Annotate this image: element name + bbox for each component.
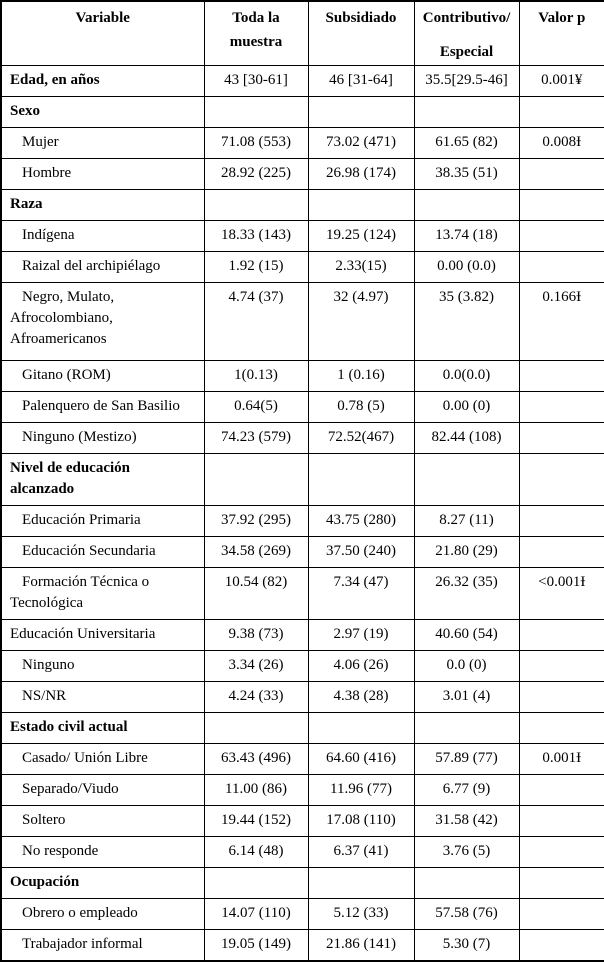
cell-valor-p <box>519 454 604 506</box>
cell-valor-p <box>519 682 604 713</box>
cell-subsidiado: 73.02 (471) <box>308 128 414 159</box>
row-section-ocupacion <box>1 868 604 899</box>
cell-toda-la-muestra: 1.92 (15) <box>204 252 308 283</box>
cell-toda-la-muestra: 34.58 (269) <box>204 537 308 568</box>
cell-subsidiado: 6.37 (41) <box>308 837 414 868</box>
cell-valor-p <box>519 97 604 128</box>
cell-toda-la-muestra: 63.43 (496) <box>204 744 308 775</box>
header-line-especial: Especial <box>439 44 494 60</box>
row-separado-viudo <box>1 775 604 806</box>
cell-contributivo: 82.44 (108) <box>414 423 519 454</box>
cell-variable: Nivel de educación alcanzado <box>1 454 204 506</box>
cell-contributivo: 5.30 (7) <box>414 930 519 961</box>
cell-toda-la-muestra: 71.08 (553) <box>204 128 308 159</box>
cell-toda-la-muestra <box>204 97 308 128</box>
row-educacion-primaria <box>1 506 604 537</box>
cell-toda-la-muestra <box>204 713 308 744</box>
cell-valor-p <box>519 392 604 423</box>
cell-contributivo: 35.5[29.5-46] <box>414 66 519 97</box>
cell-subsidiado: 43.75 (280) <box>308 506 414 537</box>
cell-valor-p <box>519 361 604 392</box>
header-line-contributivo: Contributivo/ <box>422 10 511 26</box>
cell-contributivo: 26.32 (35) <box>414 568 519 620</box>
cell-variable: Indígena <box>1 221 204 252</box>
cell-variable: Edad, en años <box>1 66 204 97</box>
cell-contributivo: 35 (3.82) <box>414 283 519 361</box>
cell-toda-la-muestra: 3.34 (26) <box>204 651 308 682</box>
row-section-estado-civil <box>1 713 604 744</box>
cell-subsidiado: 46 [31-64] <box>308 66 414 97</box>
col-header-subsidiado: Subsidiado <box>308 1 414 66</box>
cell-valor-p <box>519 775 604 806</box>
cell-toda-la-muestra: 6.14 (48) <box>204 837 308 868</box>
cell-variable: Trabajador informal <box>1 930 204 961</box>
cell-valor-p <box>519 190 604 221</box>
row-hombre <box>1 159 604 190</box>
row-educacion-secundaria <box>1 537 604 568</box>
cell-variable: Educación Universitaria <box>1 620 204 651</box>
row-ninguno-mestizo <box>1 423 604 454</box>
cell-variable: Separado/Viudo <box>1 775 204 806</box>
cell-contributivo <box>414 868 519 899</box>
row-casado-union-libre <box>1 744 604 775</box>
cell-valor-p <box>519 221 604 252</box>
row-indigena <box>1 221 604 252</box>
row-ns-nr <box>1 682 604 713</box>
cell-contributivo <box>414 454 519 506</box>
cell-variable: Casado/ Unión Libre <box>1 744 204 775</box>
cell-contributivo: 38.35 (51) <box>414 159 519 190</box>
row-ninguno-educacion <box>1 651 604 682</box>
cell-subsidiado: 37.50 (240) <box>308 537 414 568</box>
cell-contributivo: 40.60 (54) <box>414 620 519 651</box>
cell-contributivo: 6.77 (9) <box>414 775 519 806</box>
cell-contributivo: 31.58 (42) <box>414 806 519 837</box>
cell-valor-p: 0.001¥ <box>519 66 604 97</box>
col-header-variable: Variable <box>1 1 204 66</box>
cell-variable: Ninguno (Mestizo) <box>1 423 204 454</box>
cell-toda-la-muestra <box>204 454 308 506</box>
col-header-valor-p: Valor p <box>519 1 604 66</box>
cell-variable: Raza <box>1 190 204 221</box>
row-soltero <box>1 806 604 837</box>
cell-contributivo: 0.00 (0) <box>414 392 519 423</box>
cell-contributivo: 0.0 (0) <box>414 651 519 682</box>
cell-subsidiado: 21.86 (141) <box>308 930 414 961</box>
cell-subsidiado: 11.96 (77) <box>308 775 414 806</box>
cell-subsidiado: 4.38 (28) <box>308 682 414 713</box>
cell-valor-p <box>519 159 604 190</box>
cell-toda-la-muestra: 10.54 (82) <box>204 568 308 620</box>
cell-variable: Ocupación <box>1 868 204 899</box>
row-gitano-rom <box>1 361 604 392</box>
row-trabajador-informal <box>1 930 604 961</box>
cell-variable: NS/NR <box>1 682 204 713</box>
cell-toda-la-muestra: 11.00 (86) <box>204 775 308 806</box>
cell-contributivo: 57.89 (77) <box>414 744 519 775</box>
cell-variable: Gitano (ROM) <box>1 361 204 392</box>
cell-valor-p <box>519 713 604 744</box>
cell-subsidiado: 2.97 (19) <box>308 620 414 651</box>
cell-subsidiado <box>308 868 414 899</box>
cell-toda-la-muestra: 4.74 (37) <box>204 283 308 361</box>
cell-subsidiado: 4.06 (26) <box>308 651 414 682</box>
cell-subsidiado: 19.25 (124) <box>308 221 414 252</box>
cell-contributivo: 21.80 (29) <box>414 537 519 568</box>
col-header-contributivo-especial <box>414 1 519 66</box>
cell-variable: Palenquero de San Basilio <box>1 392 204 423</box>
cell-valor-p <box>519 423 604 454</box>
cell-valor-p <box>519 868 604 899</box>
row-section-raza <box>1 190 604 221</box>
row-negro-mulato-afrocolombiano <box>1 283 604 361</box>
cell-valor-p <box>519 837 604 868</box>
cell-subsidiado: 26.98 (174) <box>308 159 414 190</box>
cell-subsidiado: 7.34 (47) <box>308 568 414 620</box>
cell-subsidiado: 64.60 (416) <box>308 744 414 775</box>
cell-contributivo: 3.01 (4) <box>414 682 519 713</box>
cell-subsidiado: 5.12 (33) <box>308 899 414 930</box>
cell-toda-la-muestra <box>204 190 308 221</box>
cell-subsidiado: 72.52(467) <box>308 423 414 454</box>
row-palenquero <box>1 392 604 423</box>
cell-variable: Ninguno <box>1 651 204 682</box>
cell-subsidiado <box>308 190 414 221</box>
cell-variable: Formación Técnica o Tecnológica <box>1 568 204 620</box>
cell-subsidiado: 32 (4.97) <box>308 283 414 361</box>
cell-contributivo: 13.74 (18) <box>414 221 519 252</box>
row-formacion-tecnica <box>1 568 604 620</box>
cell-subsidiado <box>308 713 414 744</box>
cell-valor-p <box>519 899 604 930</box>
cell-toda-la-muestra: 4.24 (33) <box>204 682 308 713</box>
cell-subsidiado <box>308 97 414 128</box>
cell-valor-p: 0.166Ɨ <box>519 283 604 361</box>
cell-variable: Educación Secundaria <box>1 537 204 568</box>
cell-contributivo <box>414 97 519 128</box>
cell-subsidiado: 2.33(15) <box>308 252 414 283</box>
cell-toda-la-muestra <box>204 868 308 899</box>
cell-subsidiado: 17.08 (110) <box>308 806 414 837</box>
cell-variable: Raizal del archipiélago <box>1 252 204 283</box>
cell-valor-p <box>519 651 604 682</box>
cell-toda-la-muestra: 18.33 (143) <box>204 221 308 252</box>
row-no-responde <box>1 837 604 868</box>
cell-valor-p: 0.008Ɨ <box>519 128 604 159</box>
cell-valor-p: 0.001Ɨ <box>519 744 604 775</box>
row-educacion-universitaria <box>1 620 604 651</box>
col-header-toda-la-muestra <box>204 1 308 66</box>
cell-variable: Estado civil actual <box>1 713 204 744</box>
cell-valor-p <box>519 506 604 537</box>
cell-valor-p <box>519 806 604 837</box>
header-line-toda: Toda la <box>232 10 280 26</box>
cell-contributivo: 0.00 (0.0) <box>414 252 519 283</box>
cell-toda-la-muestra: 19.44 (152) <box>204 806 308 837</box>
cell-contributivo <box>414 713 519 744</box>
cell-valor-p: <0.001Ɨ <box>519 568 604 620</box>
cell-subsidiado: 0.78 (5) <box>308 392 414 423</box>
row-mujer <box>1 128 604 159</box>
cell-contributivo: 8.27 (11) <box>414 506 519 537</box>
cell-toda-la-muestra: 1(0.13) <box>204 361 308 392</box>
header-row <box>1 1 604 66</box>
row-edad-en-anos <box>1 66 604 97</box>
cell-variable: Educación Primaria <box>1 506 204 537</box>
cell-toda-la-muestra: 0.64(5) <box>204 392 308 423</box>
row-section-sexo <box>1 97 604 128</box>
row-section-nivel-educacion <box>1 454 604 506</box>
cell-subsidiado: 1 (0.16) <box>308 361 414 392</box>
cell-valor-p <box>519 620 604 651</box>
cell-variable: Hombre <box>1 159 204 190</box>
cell-variable: Soltero <box>1 806 204 837</box>
cell-toda-la-muestra: 28.92 (225) <box>204 159 308 190</box>
cell-variable: No responde <box>1 837 204 868</box>
cell-toda-la-muestra: 37.92 (295) <box>204 506 308 537</box>
cell-toda-la-muestra: 14.07 (110) <box>204 899 308 930</box>
cell-contributivo: 57.58 (76) <box>414 899 519 930</box>
header-line-muestra: muestra <box>229 34 283 50</box>
cell-contributivo: 0.0(0.0) <box>414 361 519 392</box>
cell-variable: Obrero o empleado <box>1 899 204 930</box>
cell-valor-p <box>519 537 604 568</box>
cell-contributivo: 3.76 (5) <box>414 837 519 868</box>
cell-toda-la-muestra: 43 [30-61] <box>204 66 308 97</box>
cell-subsidiado <box>308 454 414 506</box>
cell-variable: Mujer <box>1 128 204 159</box>
cell-valor-p <box>519 252 604 283</box>
cell-contributivo: 61.65 (82) <box>414 128 519 159</box>
cell-toda-la-muestra: 74.23 (579) <box>204 423 308 454</box>
cell-valor-p <box>519 930 604 961</box>
cell-variable: Negro, Mulato, Afrocolombiano, Afroamericanos <box>1 283 204 361</box>
row-obrero-empleado <box>1 899 604 930</box>
cell-toda-la-muestra: 9.38 (73) <box>204 620 308 651</box>
cell-contributivo <box>414 190 519 221</box>
cell-variable: Sexo <box>1 97 204 128</box>
cell-toda-la-muestra: 19.05 (149) <box>204 930 308 961</box>
row-raizal <box>1 252 604 283</box>
